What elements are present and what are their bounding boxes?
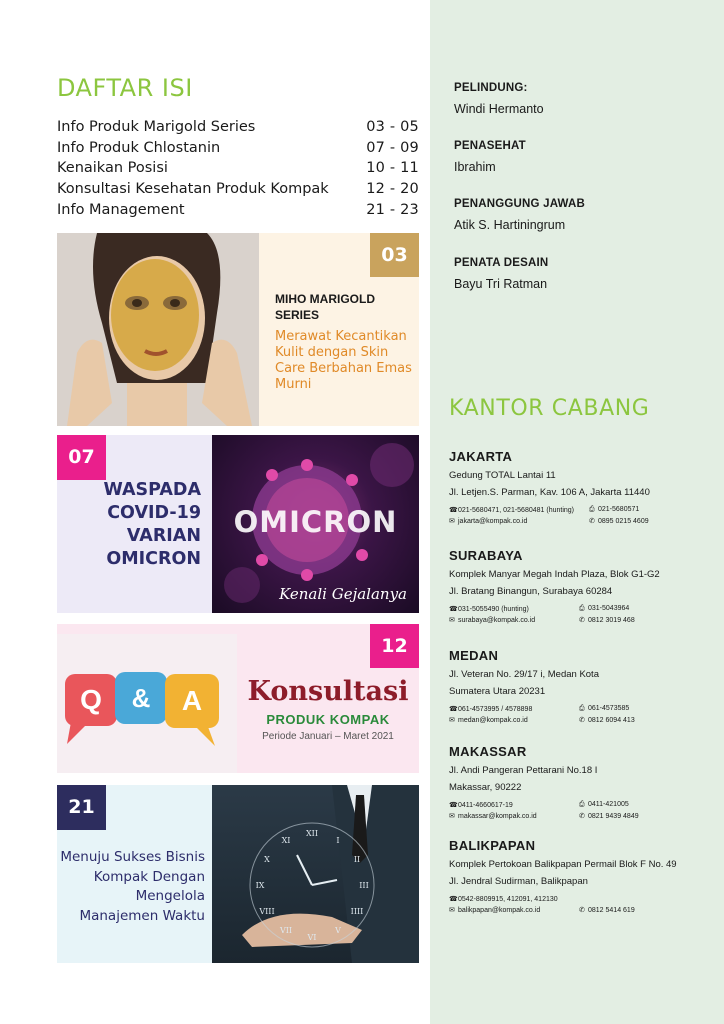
branch-phone: 021-5680471, 021-5680481 (hunting)	[458, 507, 574, 514]
bubble-q-letter: Q	[80, 684, 102, 715]
card-title: WASPADA COVID-19 VARIAN OMICRON	[103, 480, 201, 569]
toc-item-label: Info Produk Chlostanin	[57, 139, 221, 156]
branch-fax: 021-5680571	[598, 506, 640, 513]
card-title: MIHO MARIGOLD SERIES	[275, 292, 375, 322]
toc-list	[57, 117, 419, 220]
phone-icon: ☎	[449, 802, 458, 809]
page-badge: 21	[57, 785, 106, 830]
mail-icon: ✉	[449, 518, 455, 525]
clock-numeral: VIII	[259, 907, 275, 916]
credit-penata-desain	[454, 257, 704, 291]
clock-numeral: VI	[307, 933, 317, 942]
credit-label: PENATA DESAIN	[454, 257, 549, 269]
branch-phone: 031-5055490 (hunting)	[458, 606, 529, 613]
whatsapp-icon: ✆	[579, 907, 585, 914]
toc-title: DAFTAR ISI	[57, 74, 193, 102]
phone-icon: ☎	[449, 706, 458, 713]
mail-icon: ✉	[449, 907, 455, 914]
whatsapp-icon: ✆	[589, 518, 595, 525]
page-badge: 12	[370, 624, 419, 668]
branch-email[interactable]: jakarta@kompak.co.id	[458, 518, 528, 525]
branch-email[interactable]: balikpapan@kompak.co.id	[458, 907, 541, 914]
branch-whatsapp: 0895 0215 4609	[598, 518, 649, 525]
branch-address-2: Jl. Bratang Binangun, Surabaya 60284	[449, 586, 613, 597]
toc-item[interactable]	[57, 158, 419, 179]
phone-icon: ☎	[449, 896, 458, 903]
fax-icon: ⎙	[579, 801, 585, 808]
clock-numeral: II	[353, 855, 361, 864]
branch-whatsapp: 0821 9439 4849	[588, 813, 639, 820]
phone-icon: ☎	[449, 606, 458, 613]
branch-address-1: Jl. Andi Pangeran Pettarani No.18 I	[449, 765, 598, 776]
branch-name: MAKASSAR	[449, 744, 527, 759]
clock-numeral: IX	[255, 881, 265, 890]
toc-item-pages: 21 - 23	[366, 201, 419, 218]
branches-title: KANTOR CABANG	[449, 396, 650, 421]
virus-image	[212, 435, 419, 613]
branch-email[interactable]: medan@kompak.co.id	[458, 717, 528, 724]
businessman-clock-image	[212, 785, 419, 963]
clock-numeral: III	[359, 881, 369, 890]
fax-icon: ⎙	[589, 506, 595, 513]
branch-fax: 061-4573585	[588, 705, 630, 712]
branch-address-2: Jl. Letjen.S. Parman, Kav. 106 A, Jakarta 11440	[449, 487, 650, 498]
branch-contacts	[449, 895, 709, 921]
article-card-marigold[interactable]	[57, 233, 419, 426]
branch-email[interactable]: makassar@kompak.co.id	[458, 813, 537, 820]
branch-name: JAKARTA	[449, 449, 513, 464]
branch-address-2: Sumatera Utara 20231	[449, 686, 546, 697]
toc-item-label: Kenaikan Posisi	[57, 160, 168, 177]
mail-icon: ✉	[449, 717, 455, 724]
branch-name: SURABAYA	[449, 548, 523, 563]
fax-icon: ⎙	[579, 605, 585, 612]
branch-phone: 0542-8809915, 412091, 412130	[458, 896, 558, 903]
branch-medan	[449, 648, 709, 731]
toc-item[interactable]	[57, 138, 419, 159]
page-badge: 03	[370, 233, 419, 277]
credit-name: Ibrahim	[454, 160, 496, 174]
credit-penasehat	[454, 140, 704, 174]
branch-address-1: Komplek Pertokoan Balikpapan Permail Blok F No. 49	[449, 859, 677, 870]
branch-whatsapp: 0812 5414 619	[588, 907, 635, 914]
credit-label: PENANGGUNG JAWAB	[454, 198, 585, 210]
page-badge: 07	[57, 435, 106, 480]
whatsapp-icon: ✆	[579, 617, 585, 624]
article-card-omicron[interactable]	[57, 435, 419, 613]
credit-penanggung-jawab	[454, 198, 704, 232]
branch-contacts	[449, 705, 709, 731]
branch-name: MEDAN	[449, 648, 499, 663]
clock-numeral: X	[264, 855, 270, 864]
bubble-a-letter: A	[181, 685, 203, 716]
whatsapp-icon: ✆	[579, 717, 585, 724]
clock-numeral: IIII	[350, 907, 364, 916]
toc-item-pages: 07 - 09	[366, 139, 419, 156]
fax-icon: ⎙	[579, 705, 585, 712]
credit-name: Bayu Tri Ratman	[454, 277, 548, 291]
bubble-amp-letter: &	[131, 683, 151, 713]
branch-fax: 0411-421005	[588, 801, 629, 808]
toc-item-pages: 03 - 05	[366, 119, 419, 135]
clock-numeral: XI	[281, 836, 291, 845]
clock-numeral: VII	[279, 926, 293, 935]
clock-numeral: XII	[305, 829, 319, 838]
image-word: OMICRON	[233, 505, 398, 539]
branch-address-1: Jl. Veteran No. 29/17 i, Medan Kota	[449, 669, 599, 680]
branch-address-2: Jl. Jendral Sudirman, Balikpapan	[449, 876, 588, 887]
toc-item-pages: 10 - 11	[366, 160, 419, 177]
toc-item[interactable]	[57, 179, 419, 200]
toc-item-pages: 12 - 20	[366, 181, 419, 198]
card-subtitle: Merawat Kecantikan Kulit dengan Skin Care Berbahan Emas Murni	[275, 329, 412, 392]
image-caption: Kenali Gejalanya	[279, 585, 407, 603]
branch-jakarta	[449, 449, 709, 532]
branch-name: BALIKPAPAN	[449, 838, 536, 853]
branch-whatsapp: 0812 3019 468	[588, 617, 635, 624]
clock-numeral: I	[336, 836, 340, 845]
branch-makassar	[449, 744, 709, 827]
gold-mask-face-image	[57, 233, 259, 426]
branch-phone: 0411-4660617-19	[458, 802, 513, 809]
mail-icon: ✉	[449, 813, 455, 820]
clock-numeral: V	[335, 926, 341, 935]
toc-item[interactable]	[57, 117, 419, 138]
credit-name: Atik S. Hartiningrum	[454, 218, 566, 232]
card-title: Menuju Sukses Bisnis Kompak Dengan Mengelola Manajemen Waktu	[60, 849, 205, 924]
whatsapp-icon: ✆	[579, 813, 585, 820]
branch-phone: 061-4573995 / 4578898	[458, 706, 533, 713]
toc-item-label: Info Management	[57, 201, 185, 218]
mail-icon: ✉	[449, 617, 455, 624]
credit-label: PENASEHAT	[454, 140, 526, 152]
toc-item-label: Konsultasi Kesehatan Produk Kompak	[57, 181, 329, 198]
credit-name: Windi Hermanto	[454, 102, 544, 116]
toc-item-label: Info Produk Marigold Series	[57, 119, 256, 135]
branch-contacts	[449, 801, 709, 827]
branch-whatsapp: 0812 6094 413	[588, 717, 635, 724]
branch-contacts	[449, 605, 709, 631]
branch-address-2: Makassar, 90222	[449, 782, 522, 793]
article-card-konsultasi[interactable]	[57, 624, 419, 773]
branch-email[interactable]: surabaya@kompak.co.id	[458, 617, 536, 624]
branch-surabaya	[449, 548, 709, 631]
card-subtitle: PRODUK KOMPAK	[266, 712, 390, 727]
phone-icon: ☎	[449, 507, 458, 514]
branch-contacts	[449, 506, 709, 532]
credit-label: PELINDUNG:	[454, 82, 528, 94]
credit-pelindung	[454, 82, 704, 116]
branch-balikpapan	[449, 838, 709, 921]
card-title: Konsultasi	[247, 676, 409, 707]
article-card-management[interactable]	[57, 785, 419, 963]
branch-address-1: Komplek Manyar Megah Indah Plaza, Blok G1-G2	[449, 569, 660, 580]
qa-bubbles-image	[57, 634, 237, 773]
branch-address-1: Gedung TOTAL Lantai 11	[449, 470, 556, 481]
card-period: Periode Januari – Maret 2021	[262, 731, 394, 742]
branch-fax: 031-5043964	[588, 605, 630, 612]
toc-item[interactable]	[57, 200, 419, 221]
